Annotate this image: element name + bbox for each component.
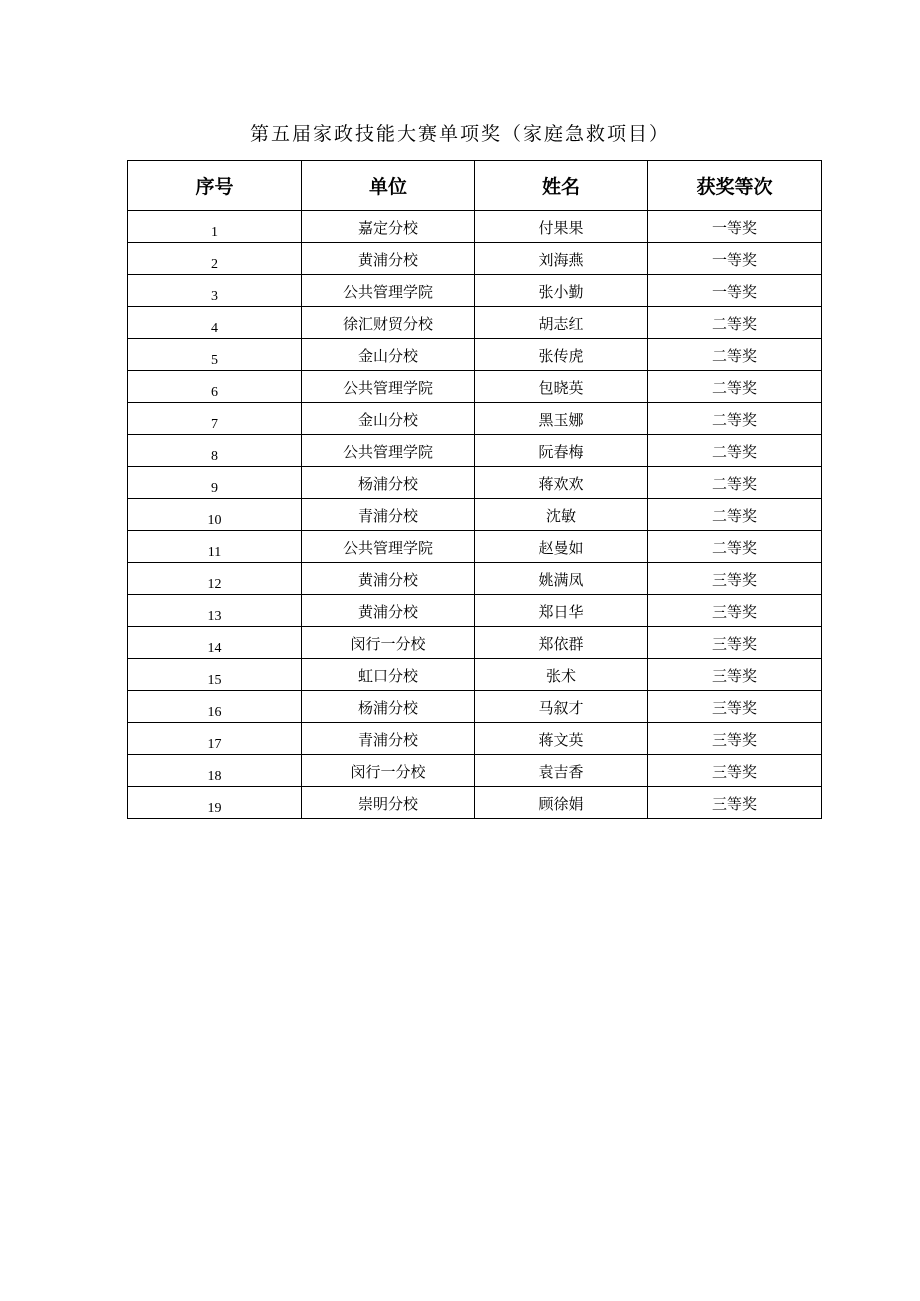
name-cell: 张小勤: [475, 275, 648, 307]
award-cell: 二等奖: [648, 403, 822, 435]
seq-cell: 6: [128, 371, 302, 403]
award-cell: 三等奖: [648, 659, 822, 691]
award-cell: 一等奖: [648, 243, 822, 275]
seq-cell: 18: [128, 755, 302, 787]
award-cell: 二等奖: [648, 467, 822, 499]
name-cell: 胡志红: [475, 307, 648, 339]
name-cell: 姚满凤: [475, 563, 648, 595]
name-cell: 阮春梅: [475, 435, 648, 467]
unit-cell: 公共管理学院: [302, 531, 475, 563]
name-cell: 郑日华: [475, 595, 648, 627]
header-award: 获奖等次: [648, 161, 822, 211]
table-row: [128, 755, 822, 787]
seq-cell: 15: [128, 659, 302, 691]
table-row: [128, 691, 822, 723]
unit-cell: 公共管理学院: [302, 275, 475, 307]
table-row: [128, 787, 822, 819]
name-cell: 刘海燕: [475, 243, 648, 275]
awards-table: [127, 160, 822, 819]
unit-cell: 金山分校: [302, 403, 475, 435]
table-row: [128, 339, 822, 371]
award-cell: 三等奖: [648, 723, 822, 755]
seq-cell: 14: [128, 627, 302, 659]
unit-cell: 黄浦分校: [302, 595, 475, 627]
seq-cell: 8: [128, 435, 302, 467]
unit-cell: 黄浦分校: [302, 243, 475, 275]
name-cell: 袁吉香: [475, 755, 648, 787]
name-cell: 包晓英: [475, 371, 648, 403]
award-cell: 三等奖: [648, 563, 822, 595]
award-cell: 二等奖: [648, 435, 822, 467]
table-row: [128, 499, 822, 531]
name-cell: 蒋欢欢: [475, 467, 648, 499]
table-row: [128, 275, 822, 307]
name-cell: 马叙才: [475, 691, 648, 723]
table-row: [128, 531, 822, 563]
seq-cell: 19: [128, 787, 302, 819]
award-cell: 二等奖: [648, 499, 822, 531]
seq-cell: 2: [128, 243, 302, 275]
award-cell: 一等奖: [648, 211, 822, 243]
seq-cell: 4: [128, 307, 302, 339]
award-cell: 三等奖: [648, 787, 822, 819]
unit-cell: 徐汇财贸分校: [302, 307, 475, 339]
unit-cell: 虹口分校: [302, 659, 475, 691]
table-row: [128, 435, 822, 467]
award-cell: 一等奖: [648, 275, 822, 307]
table-row: [128, 595, 822, 627]
seq-cell: 1: [128, 211, 302, 243]
table-header-row: [128, 161, 822, 211]
header-seq: 序号: [128, 161, 302, 211]
seq-cell: 11: [128, 531, 302, 563]
name-cell: 郑依群: [475, 627, 648, 659]
table-row: [128, 307, 822, 339]
unit-cell: 杨浦分校: [302, 691, 475, 723]
table-body: [128, 211, 822, 819]
award-cell: 二等奖: [648, 371, 822, 403]
unit-cell: 崇明分校: [302, 787, 475, 819]
seq-cell: 10: [128, 499, 302, 531]
seq-cell: 13: [128, 595, 302, 627]
page-title: 第五届家政技能大赛单项奖（家庭急救项目）: [249, 123, 670, 145]
unit-cell: 青浦分校: [302, 499, 475, 531]
award-cell: 三等奖: [648, 595, 822, 627]
name-cell: 沈敏: [475, 499, 648, 531]
header-name: 姓名: [475, 161, 648, 211]
table-row: [128, 403, 822, 435]
table-row: [128, 467, 822, 499]
seq-cell: 17: [128, 723, 302, 755]
table-row: [128, 371, 822, 403]
unit-cell: 闵行一分校: [302, 755, 475, 787]
unit-cell: 金山分校: [302, 339, 475, 371]
seq-cell: 3: [128, 275, 302, 307]
name-cell: 张传虎: [475, 339, 648, 371]
name-cell: 付果果: [475, 211, 648, 243]
table-row: [128, 627, 822, 659]
seq-cell: 9: [128, 467, 302, 499]
seq-cell: 12: [128, 563, 302, 595]
award-cell: 三等奖: [648, 627, 822, 659]
seq-cell: 5: [128, 339, 302, 371]
unit-cell: 闵行一分校: [302, 627, 475, 659]
unit-cell: 公共管理学院: [302, 371, 475, 403]
name-cell: 顾徐娟: [475, 787, 648, 819]
name-cell: 蒋文英: [475, 723, 648, 755]
table-row: [128, 723, 822, 755]
unit-cell: 嘉定分校: [302, 211, 475, 243]
unit-cell: 公共管理学院: [302, 435, 475, 467]
table-row: [128, 243, 822, 275]
award-cell: 二等奖: [648, 531, 822, 563]
unit-cell: 青浦分校: [302, 723, 475, 755]
seq-cell: 7: [128, 403, 302, 435]
table-row: [128, 563, 822, 595]
table-row: [128, 659, 822, 691]
seq-cell: 16: [128, 691, 302, 723]
award-cell: 二等奖: [648, 307, 822, 339]
header-unit: 单位: [302, 161, 475, 211]
unit-cell: 杨浦分校: [302, 467, 475, 499]
name-cell: 张术: [475, 659, 648, 691]
award-cell: 三等奖: [648, 691, 822, 723]
award-cell: 三等奖: [648, 755, 822, 787]
table-row: [128, 211, 822, 243]
award-cell: 二等奖: [648, 339, 822, 371]
name-cell: 黑玉娜: [475, 403, 648, 435]
name-cell: 赵曼如: [475, 531, 648, 563]
unit-cell: 黄浦分校: [302, 563, 475, 595]
